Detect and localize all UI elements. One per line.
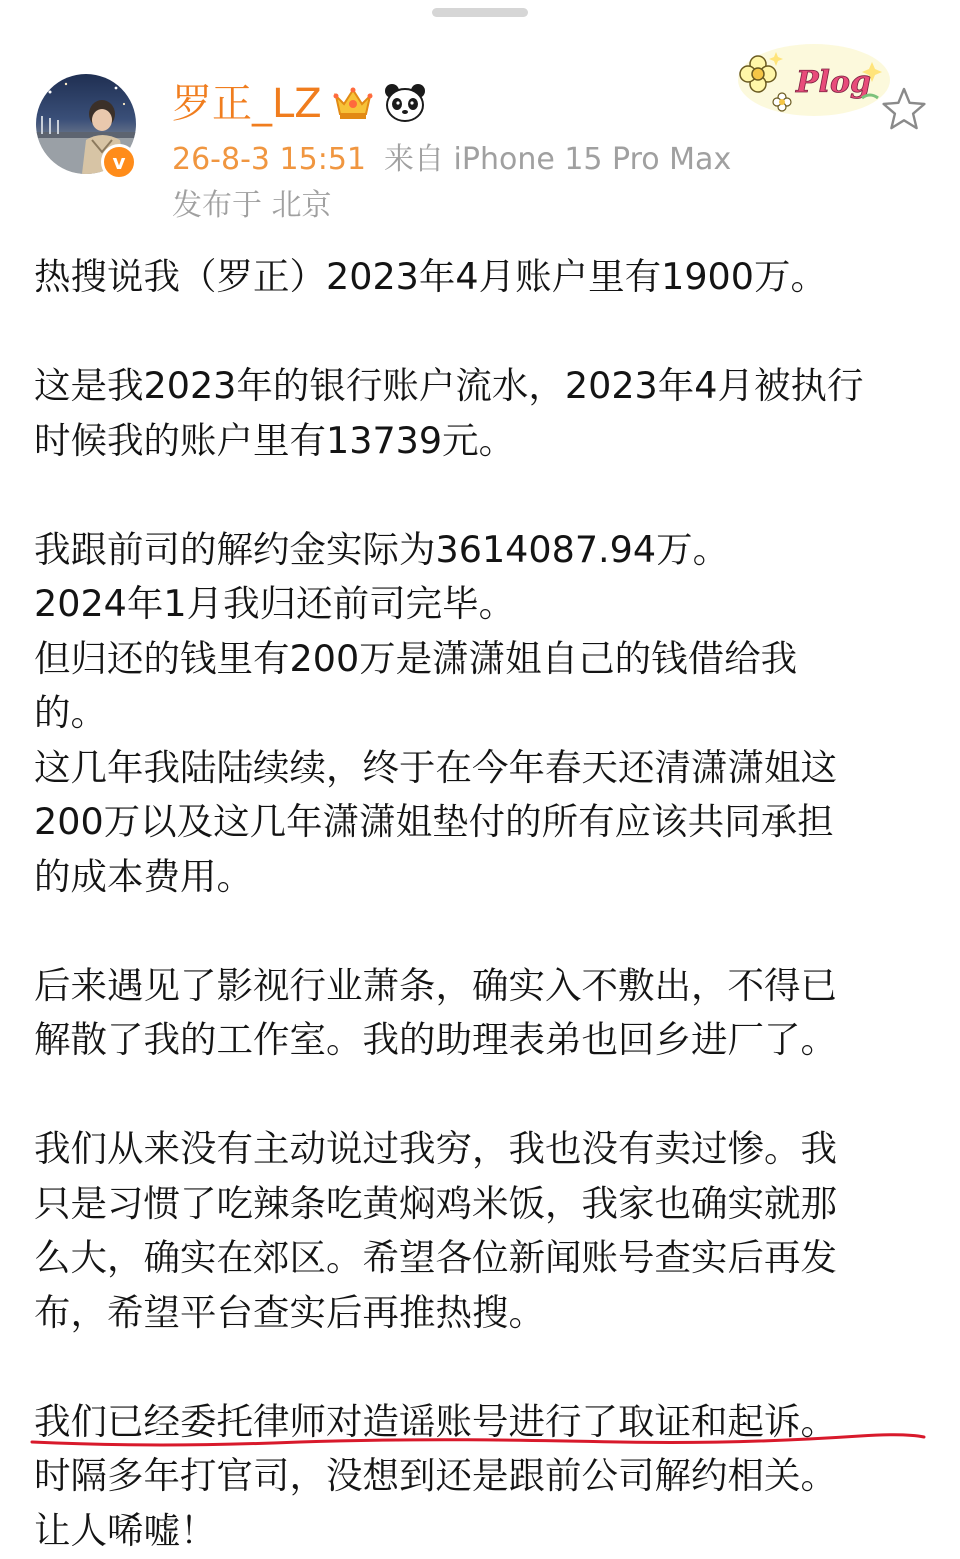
post-paragraph — [34, 1122, 934, 1340]
post-text-line: 的成本费用。 — [34, 854, 253, 898]
post-body — [34, 250, 934, 1558]
post-text-line: 布，希望平台查实后再推热搜。 — [34, 1290, 545, 1334]
post-paragraph — [34, 250, 934, 305]
panda-badge-icon[interactable] — [383, 82, 427, 124]
post-text-line: 2024年1月我归还前司完毕。 — [34, 582, 516, 625]
post-source: 来自 iPhone 15 Pro Max — [384, 142, 732, 177]
username[interactable]: 罗正_LZ — [172, 81, 322, 127]
post-text-line: 我们已经委托律师对造谣账号进行了取证和起诉。 — [34, 1399, 837, 1443]
post-text-line: 这几年我陆陆续续，终于在今年春天还清潇潇姐这 — [34, 745, 837, 789]
post-text-line: 让人唏嘘！ — [34, 1508, 217, 1552]
paragraph-gap — [34, 904, 934, 959]
post-paragraph — [34, 959, 934, 1068]
sticker-text: Plog — [796, 65, 871, 100]
post-text-line: 热搜说我（罗正）2023年4月账户里有1900万。 — [34, 255, 828, 298]
post-text-line: 我们从来没有主动说过我穷，我也没有卖过惨。我 — [34, 1127, 837, 1170]
post-meta — [172, 140, 731, 180]
cropped-edge-artifact — [40, 1549, 340, 1559]
post-text-line: 后来遇见了影视行业萧条，确实入不敷出，不得已 — [34, 963, 837, 1007]
crown-badge-icon[interactable] — [330, 82, 376, 124]
post-text-line: 解散了我的工作室。我的助理表弟也回乡进厂了。 — [34, 1018, 837, 1061]
post-paragraph — [34, 359, 934, 468]
post-text-line: 我跟前司的解约金实际为3614087.94万。 — [34, 527, 730, 571]
post-location: 发布于 北京 — [172, 188, 332, 223]
paragraph-gap — [34, 1068, 934, 1123]
post-text-line: 的。 — [34, 691, 107, 734]
post-text-line: 但归还的钱里有200万是潇潇姐自己的钱借给我 — [34, 636, 798, 680]
post-text-line: 200万以及这几年潇潇姐垫付的所有应该共同承担 — [34, 800, 834, 843]
flower-plog-sticker — [734, 40, 892, 120]
post-timestamp: 26-8-3 15:51 — [172, 142, 366, 177]
star-outline-icon[interactable] — [878, 84, 930, 136]
paragraph-gap — [34, 1340, 934, 1395]
post-text-line: 么大，确实在郊区。希望各位新闻账号查实后再发 — [34, 1236, 837, 1279]
paragraph-gap — [34, 468, 934, 523]
post-text-line: 时隔多年打官司，没想到还是跟前公司解约相关。 — [34, 1454, 837, 1497]
post-paragraph — [34, 523, 934, 905]
verified-badge: v — [101, 144, 137, 180]
post-text-line: 时候我的账户里有13739元。 — [34, 418, 516, 462]
post-text-line: 只是习惯了吃辣条吃黄焖鸡米饭，我家也确实就那 — [34, 1181, 837, 1225]
post-text-line: 这是我2023年的银行账户流水，2023年4月被执行 — [34, 364, 864, 407]
post-paragraph — [34, 1395, 934, 1559]
drag-handle[interactable] — [432, 8, 528, 17]
paragraph-gap — [34, 305, 934, 360]
